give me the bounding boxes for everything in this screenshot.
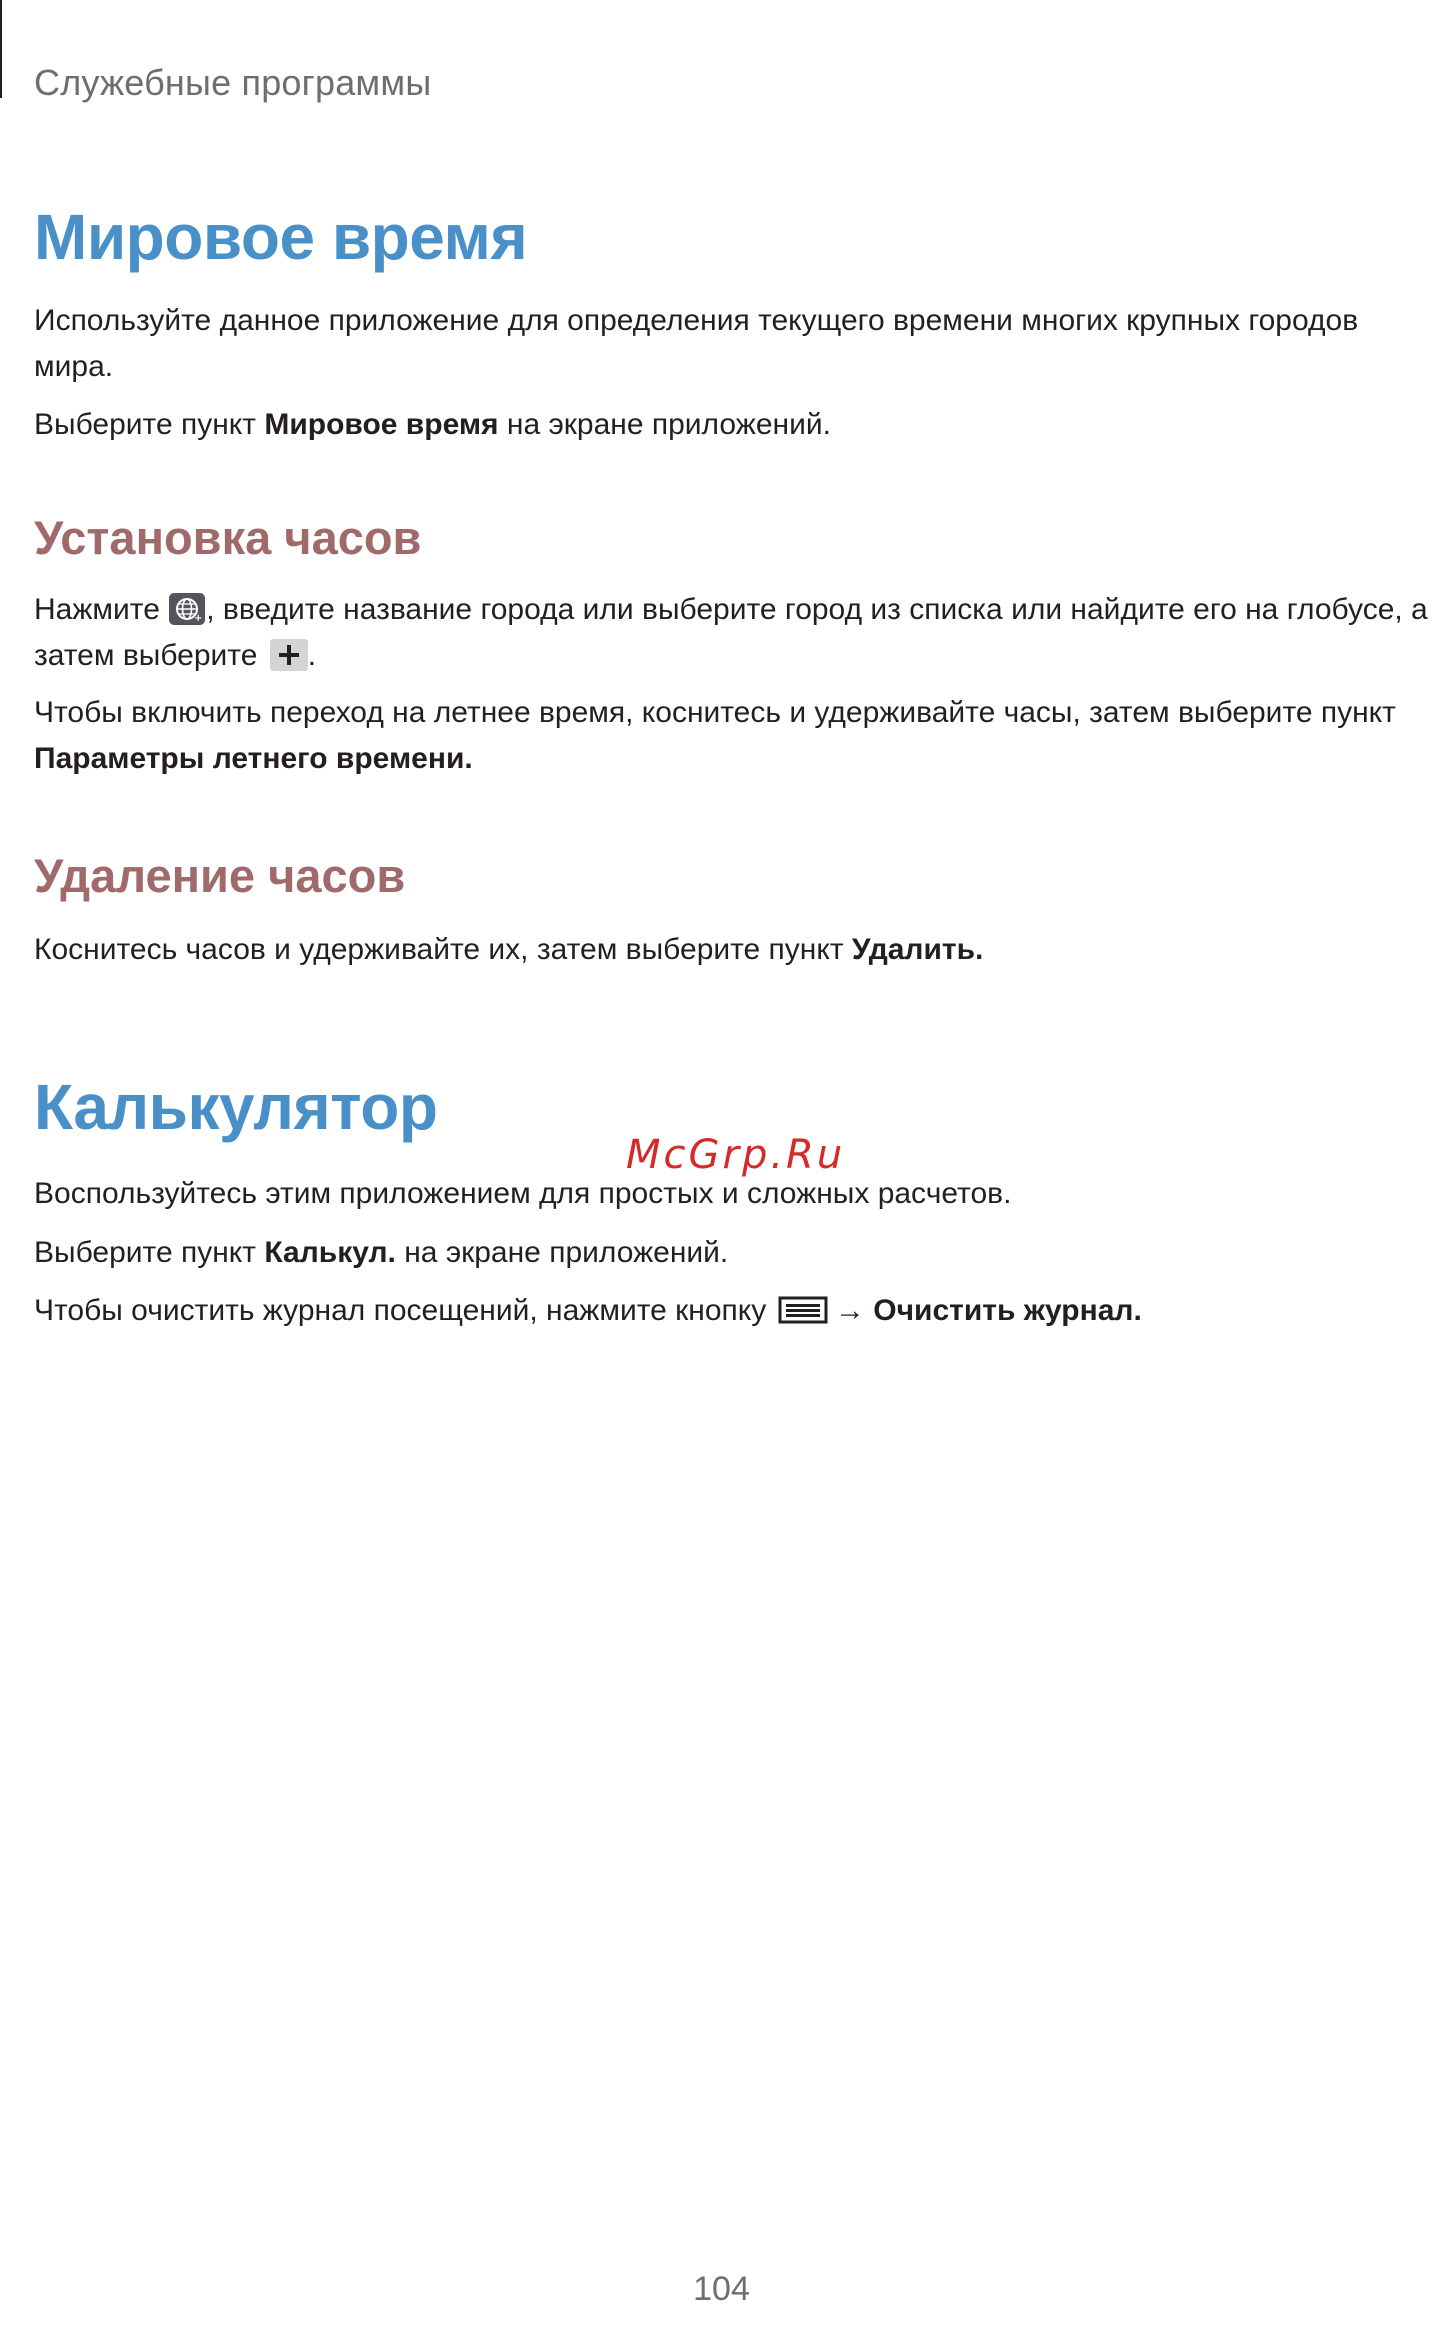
set-clock-paragraph-2 bbox=[34, 690, 1434, 782]
calculator-p2-prefix: Выберите пункт bbox=[34, 1236, 265, 1269]
delete-clock-paragraph bbox=[34, 927, 1434, 973]
set-clock-p1-suffix: . bbox=[307, 639, 317, 672]
world-time-select-suffix: на экране приложений. bbox=[498, 408, 831, 441]
clear-history-menu-item: Очистить журнал. bbox=[873, 1294, 1142, 1327]
set-clock-paragraph-1 bbox=[34, 587, 1434, 679]
page-edge-line bbox=[0, 0, 2, 98]
calculator-paragraph-3 bbox=[34, 1288, 1434, 1334]
world-time-select-text bbox=[34, 402, 1434, 448]
arrow-separator: → bbox=[826, 1294, 874, 1327]
plus-icon bbox=[270, 639, 308, 671]
set-clock-p1-mid: , введите название города или выберите город из списка или найдите его на глобусе, а затем выберите bbox=[34, 593, 1428, 672]
world-time-select-prefix: Выберите пункт bbox=[34, 408, 265, 441]
globe-icon bbox=[169, 593, 205, 625]
section-header: Служебные программы bbox=[34, 62, 432, 103]
set-clock-p2-text: Чтобы включить переход на летнее время, коснитесь и удерживайте часы, затем выберите пункт bbox=[34, 696, 1396, 729]
delete-clock-title: Удаление часов bbox=[34, 849, 406, 902]
world-time-title: Мировое время bbox=[34, 201, 528, 273]
page-number: 104 bbox=[693, 2270, 750, 2308]
calculator-menu-item: Калькул. bbox=[264, 1236, 396, 1269]
set-clock-p1-prefix: Нажмите bbox=[34, 593, 169, 626]
svg-text:+: + bbox=[194, 613, 203, 624]
world-time-intro: Используйте данное приложение для определения текущего времени многих крупных городов мира. bbox=[34, 304, 1359, 383]
calculator-paragraph-2 bbox=[34, 1230, 1434, 1276]
world-time-menu-item: Мировое время bbox=[264, 408, 499, 441]
delete-clock-text: Коснитесь часов и удерживайте их, затем выберите пункт bbox=[34, 933, 852, 966]
calculator-p3-prefix: Чтобы очистить журнал посещений, нажмите кнопку bbox=[34, 1294, 775, 1327]
delete-menu-item: Удалить. bbox=[851, 933, 984, 966]
calculator-paragraph-1: Воспользуйтесь этим приложением для простых и сложных расчетов. bbox=[34, 1177, 1012, 1210]
watermark: McGrp.Ru bbox=[626, 1132, 846, 1178]
set-clock-title: Установка часов bbox=[34, 511, 422, 564]
menu-icon bbox=[779, 1292, 827, 1320]
dst-settings-menu-item: Параметры летнего времени. bbox=[34, 742, 473, 775]
calculator-title: Калькулятор bbox=[34, 1071, 438, 1143]
calculator-p2-suffix: на экране приложений. bbox=[395, 1236, 729, 1269]
